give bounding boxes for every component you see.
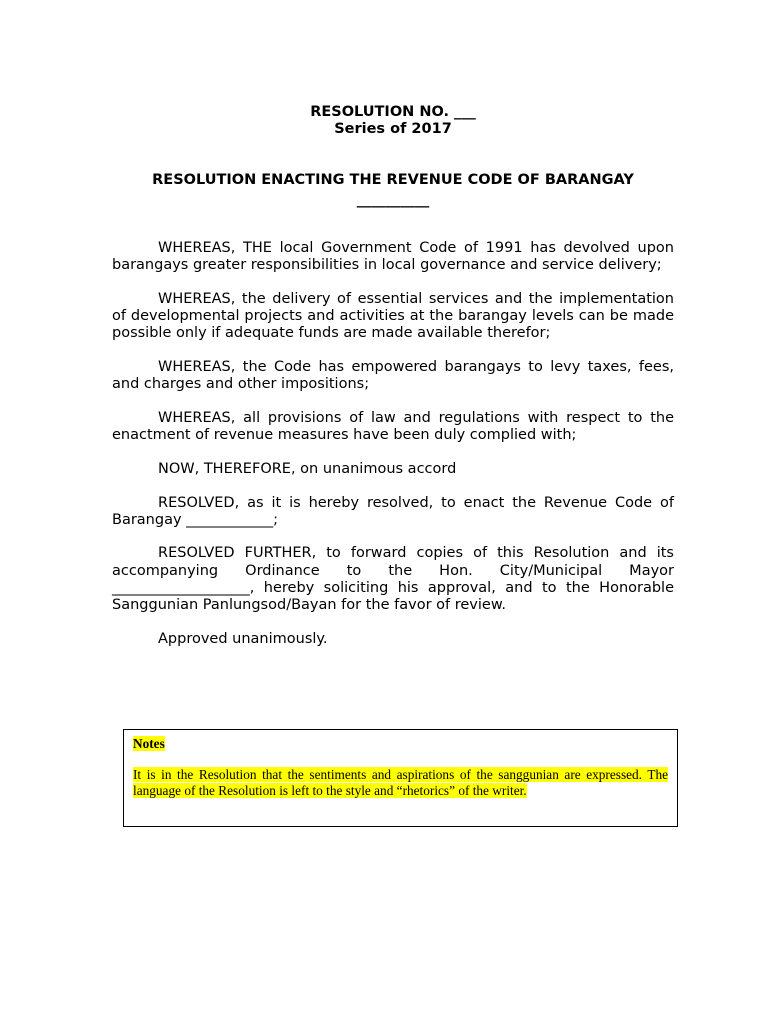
approval-paragraph: Approved unanimously. [158,630,328,647]
whereas-paragraph-1: WHEREAS, THE local Government Code of 1991 has devolved upon barangays greater responsibilities in local governance and service delivery; [112,240,674,274]
resolution-title-line1: RESOLUTION ENACTING THE REVENUE CODE OF BARANGAY [152,172,634,188]
whereas-paragraph-2: WHEREAS, the delivery of essential services and the implementation of developmental projects and activities at the barangay levels can be made possible only if adequate funds are made available therefor; [112,290,674,342]
notes-title-text: Notes [133,736,165,751]
resolution-series: Series of 2017 [334,121,452,137]
resolved-further-paragraph: RESOLVED FURTHER, to forward copies of this Resolution and its accompanying Ordinance to the Hon. City/Municipal Mayor ___________________, hereby soliciting his approval, and to the Honorable Sanggunian Panlungsod/Bayan for the favor of review. [112,545,674,614]
whereas-paragraph-3: WHEREAS, the Code has empowered barangays to levy taxes, fees, and charges and other impositions; [112,359,674,393]
notes-body-text: It is in the Resolution that the sentiments and aspirations of the sanggunian are expressed. The language of the Resolution is left to the style and “rhetorics” of the writer. [133,766,668,798]
notes-text [133,767,668,800]
notes-title [133,736,668,753]
notes-box [123,729,678,827]
resolution-header [112,104,674,138]
resolution-title [112,172,674,209]
now-therefore-paragraph: NOW, THEREFORE, on unanimous accord [158,460,457,477]
resolution-body [112,240,674,664]
resolved-paragraph: RESOLVED, as it is hereby resolved, to enact the Revenue Code of Barangay ____________; [112,494,674,528]
resolution-number: RESOLUTION NO. ___ [310,104,476,120]
whereas-paragraph-4: WHEREAS, all provisions of law and regulations with respect to the enactment of revenue measures have been duly complied with; [112,409,674,444]
resolution-title-line2: __________ [356,192,430,208]
